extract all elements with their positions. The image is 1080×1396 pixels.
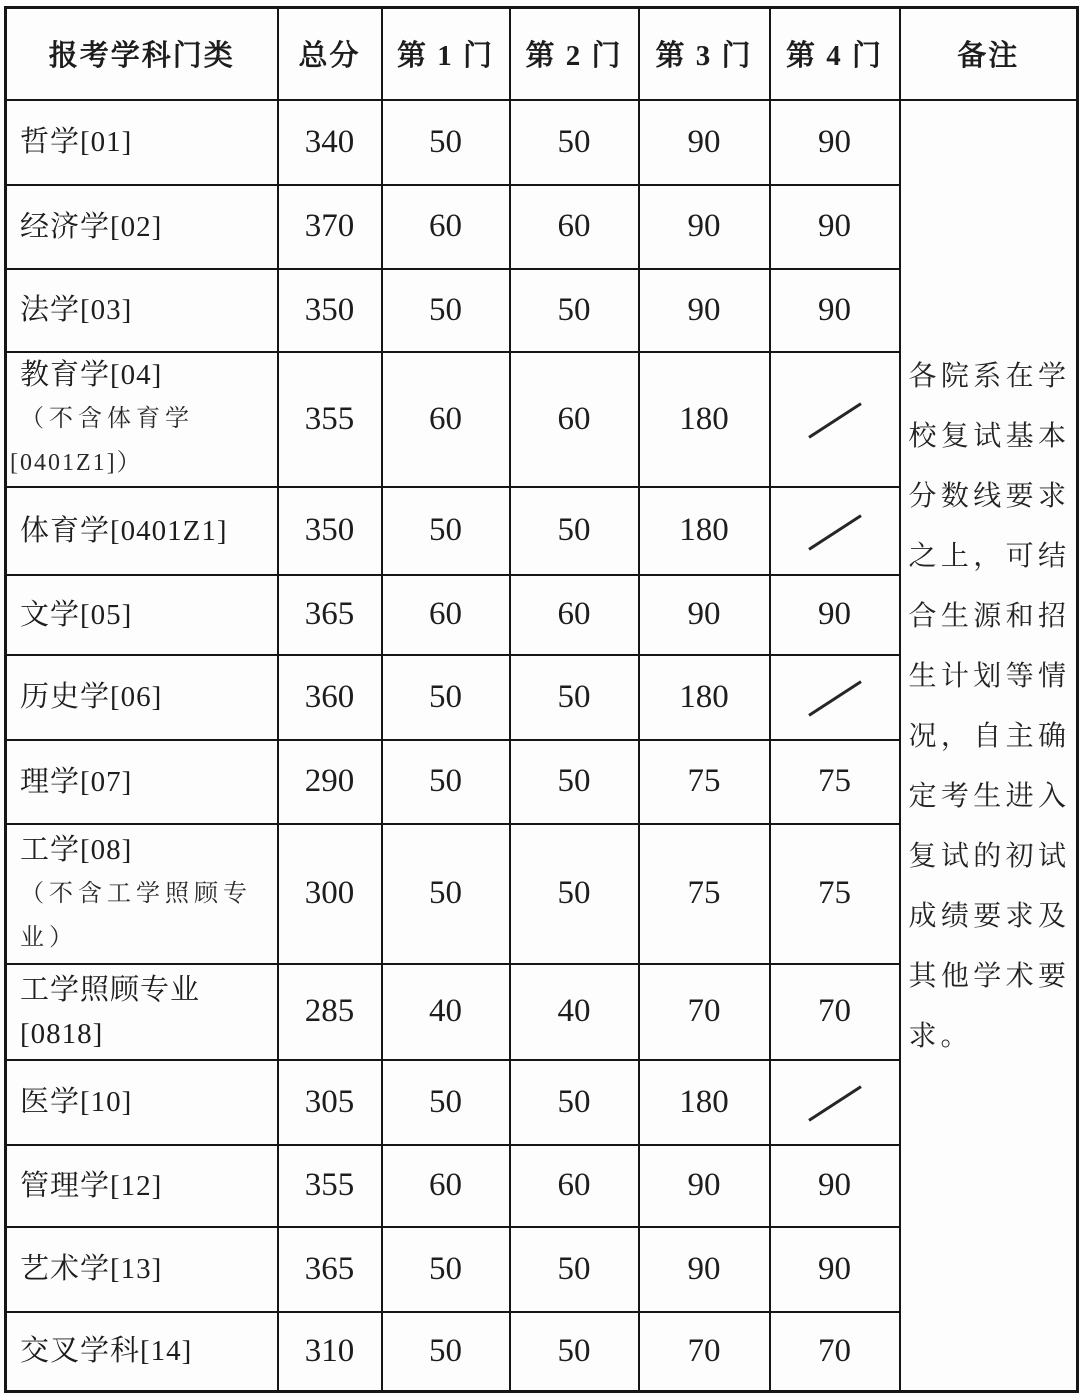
category-label: 艺术学[13] bbox=[20, 1253, 163, 1285]
score-cell: 355 bbox=[278, 352, 382, 487]
score-cell: 50 bbox=[510, 1227, 639, 1312]
score-cell bbox=[770, 655, 900, 740]
category-cell bbox=[6, 740, 278, 824]
category-cell bbox=[6, 487, 278, 575]
score-cell: 90 bbox=[639, 1227, 770, 1312]
category-label: 经济学[02] bbox=[20, 210, 163, 243]
slash-mark bbox=[808, 403, 862, 439]
score-cell: 90 bbox=[770, 575, 900, 655]
remark-line: 各院系在学 bbox=[908, 360, 1066, 392]
score-cell bbox=[770, 1060, 900, 1145]
category-label: 教育学[04] bbox=[20, 359, 163, 391]
remark-line: 其他学术要 bbox=[908, 960, 1066, 992]
score-cell: 50 bbox=[510, 655, 639, 740]
score-cell: 60 bbox=[510, 1145, 639, 1227]
score-cell: 90 bbox=[770, 1227, 900, 1312]
score-cell: 60 bbox=[510, 185, 639, 269]
score-cell: 75 bbox=[770, 824, 900, 964]
remark-line: 合生源和招 bbox=[908, 600, 1066, 632]
score-cell: 50 bbox=[510, 269, 639, 352]
score-cell: 50 bbox=[382, 100, 510, 185]
score-cell: 90 bbox=[639, 1145, 770, 1227]
score-cell: 285 bbox=[278, 964, 382, 1060]
category-label: 哲学[01] bbox=[20, 126, 133, 158]
col-header-subject3: 第 3 门 bbox=[639, 8, 770, 100]
category-cell bbox=[6, 1227, 278, 1312]
table-row bbox=[6, 100, 1078, 185]
category-label: 管理学[12] bbox=[20, 1169, 163, 1202]
score-cell: 50 bbox=[510, 100, 639, 185]
category-cell bbox=[6, 269, 278, 352]
score-cell: 50 bbox=[510, 1060, 639, 1145]
score-cell: 60 bbox=[382, 185, 510, 269]
category-label: （不含体育学 bbox=[20, 406, 194, 432]
remark-line: 成绩要求及 bbox=[908, 900, 1066, 932]
score-cell: 60 bbox=[382, 352, 510, 487]
category-cell bbox=[6, 964, 278, 1060]
remark-line: 校复试基本 bbox=[908, 420, 1066, 452]
score-cell: 50 bbox=[510, 487, 639, 575]
category-label: 医学[10] bbox=[20, 1086, 133, 1118]
score-cell bbox=[770, 352, 900, 487]
score-cell: 50 bbox=[382, 1312, 510, 1392]
score-cell: 290 bbox=[278, 740, 382, 824]
category-cell bbox=[6, 1060, 278, 1145]
score-cell: 50 bbox=[510, 740, 639, 824]
score-cell: 90 bbox=[639, 575, 770, 655]
score-table bbox=[4, 6, 1079, 1393]
category-label: 理学[07] bbox=[20, 765, 133, 798]
category-label: [0401Z1]） bbox=[10, 450, 143, 476]
category-label: 交叉学科[14] bbox=[20, 1335, 193, 1368]
remark-line: 复试的初试 bbox=[908, 840, 1066, 872]
remark-line: 况，自主确 bbox=[908, 720, 1066, 752]
score-cell: 50 bbox=[382, 824, 510, 964]
category-cell bbox=[6, 1312, 278, 1392]
category-label: 工学[08] bbox=[20, 833, 133, 866]
score-cell: 50 bbox=[382, 269, 510, 352]
score-cell: 180 bbox=[639, 655, 770, 740]
score-cell: 70 bbox=[639, 964, 770, 1060]
score-cell: 60 bbox=[382, 1145, 510, 1227]
score-cell: 50 bbox=[510, 1312, 639, 1392]
score-cell: 60 bbox=[510, 575, 639, 655]
header-row bbox=[6, 8, 1078, 100]
score-cell: 40 bbox=[510, 964, 639, 1060]
col-header-subject4: 第 4 门 bbox=[770, 8, 900, 100]
score-cell: 90 bbox=[770, 100, 900, 185]
category-label: 体育学[0401Z1] bbox=[20, 514, 228, 547]
score-cell: 70 bbox=[770, 1312, 900, 1392]
score-cell: 60 bbox=[510, 352, 639, 487]
col-header-total: 总分 bbox=[278, 8, 382, 100]
category-label: 历史学[06] bbox=[20, 681, 163, 713]
score-cell: 350 bbox=[278, 269, 382, 352]
category-label: 法学[03] bbox=[20, 294, 133, 326]
category-cell bbox=[6, 655, 278, 740]
score-cell: 70 bbox=[770, 964, 900, 1060]
score-cell: 75 bbox=[639, 824, 770, 964]
score-cell: 50 bbox=[382, 1227, 510, 1312]
col-header-subject1: 第 1 门 bbox=[382, 8, 510, 100]
score-cell: 310 bbox=[278, 1312, 382, 1392]
remark-line: 生计划等情 bbox=[908, 660, 1066, 692]
col-header-subject2: 第 2 门 bbox=[510, 8, 639, 100]
score-cell: 305 bbox=[278, 1060, 382, 1145]
score-cell: 75 bbox=[639, 740, 770, 824]
remark-text bbox=[901, 347, 1077, 1067]
score-cell: 90 bbox=[639, 100, 770, 185]
score-cell: 50 bbox=[382, 740, 510, 824]
score-cell: 340 bbox=[278, 100, 382, 185]
score-cell: 50 bbox=[510, 824, 639, 964]
score-cell: 50 bbox=[382, 655, 510, 740]
score-cell: 350 bbox=[278, 487, 382, 575]
score-cell bbox=[770, 487, 900, 575]
remark-cell bbox=[900, 100, 1078, 1392]
score-cell: 50 bbox=[382, 1060, 510, 1145]
score-cell: 365 bbox=[278, 1227, 382, 1312]
score-cell: 90 bbox=[770, 185, 900, 269]
remark-line: 之上，可结 bbox=[908, 540, 1066, 572]
remark-line: 定考生进入 bbox=[908, 780, 1066, 812]
category-cell bbox=[6, 824, 278, 964]
remark-line: 求。 bbox=[908, 1020, 973, 1052]
category-cell bbox=[6, 185, 278, 269]
score-cell: 60 bbox=[382, 575, 510, 655]
slash-mark bbox=[808, 514, 862, 550]
score-cell: 180 bbox=[639, 487, 770, 575]
remark-line: 分数线要求 bbox=[908, 480, 1066, 512]
category-label: 业） bbox=[20, 924, 78, 951]
category-cell bbox=[6, 352, 278, 487]
slash-mark bbox=[808, 681, 862, 717]
score-cell: 90 bbox=[770, 269, 900, 352]
score-cell: 180 bbox=[639, 1060, 770, 1145]
score-cell: 180 bbox=[639, 352, 770, 487]
category-cell bbox=[6, 575, 278, 655]
score-cell: 370 bbox=[278, 185, 382, 269]
category-label: 文学[05] bbox=[20, 598, 133, 631]
score-cell: 90 bbox=[639, 185, 770, 269]
score-cell: 365 bbox=[278, 575, 382, 655]
score-cell: 90 bbox=[639, 269, 770, 352]
score-cell: 90 bbox=[770, 1145, 900, 1227]
category-label: （不含工学照顾专 bbox=[20, 880, 252, 907]
score-cell: 40 bbox=[382, 964, 510, 1060]
score-cell: 70 bbox=[639, 1312, 770, 1392]
col-header-remark: 备注 bbox=[900, 8, 1078, 100]
score-cell: 50 bbox=[382, 487, 510, 575]
score-cell: 75 bbox=[770, 740, 900, 824]
category-label: 工学照顾专业 bbox=[20, 973, 201, 1006]
col-header-category: 报考学科门类 bbox=[6, 8, 278, 100]
category-cell bbox=[6, 1145, 278, 1227]
score-cell: 355 bbox=[278, 1145, 382, 1227]
category-cell bbox=[6, 100, 278, 185]
score-cell: 360 bbox=[278, 655, 382, 740]
slash-mark bbox=[808, 1086, 862, 1122]
category-label: [0818] bbox=[20, 1017, 104, 1050]
score-cell: 300 bbox=[278, 824, 382, 964]
